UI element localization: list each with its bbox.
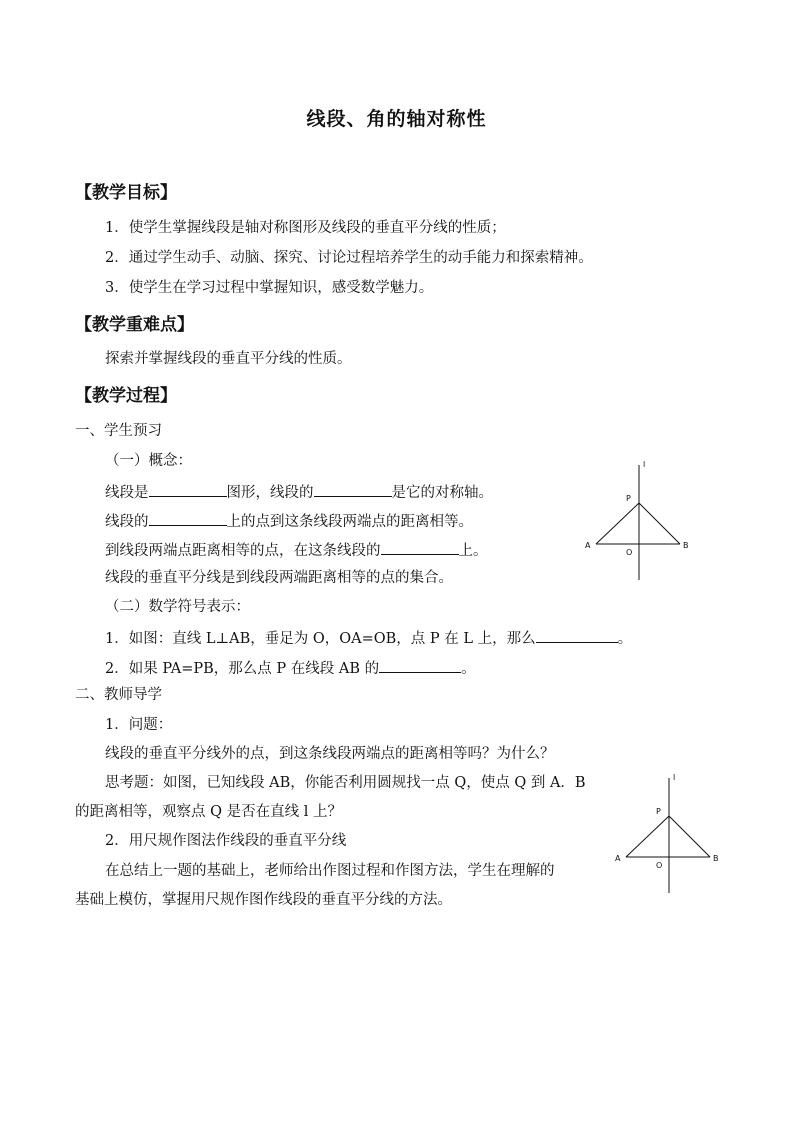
text: 上的点到这条线段两端点的距离相等。 (226, 514, 473, 530)
section-heading-process: 【教学过程】 (75, 386, 177, 406)
segment-pa (626, 816, 669, 857)
section-heading-goals: 【教学目标】 (75, 183, 177, 203)
label-b: B (713, 854, 719, 863)
text: 是它的对称轴。 (391, 485, 493, 501)
concept-line-2 (105, 510, 473, 532)
concept-line-1 (105, 481, 493, 503)
text: 线段的 (105, 514, 149, 530)
part1-title: 一、学生预习 (75, 423, 162, 439)
fill-blank[interactable] (381, 539, 459, 555)
label-a: A (585, 541, 591, 550)
part1-sub1: （一）概念： (105, 453, 192, 469)
label-l: l (643, 460, 646, 469)
page-title: 线段、角的轴对称性 (306, 108, 487, 130)
text: 上。 (458, 543, 488, 559)
goal-item: 3．使学生在学习过程中掌握知识，感受数学魅力。 (105, 280, 434, 296)
goal-item: 2．通过学生动手、动脑、探究、讨论过程培养学生的动手能力和探索精神。 (105, 250, 593, 266)
text: 线段是 (105, 485, 149, 501)
label-a: A (615, 854, 621, 863)
key-text: 探索并掌握线段的垂直平分线的性质。 (105, 351, 352, 367)
segment-pa (596, 503, 639, 544)
symbol-question-1 (105, 627, 632, 649)
label-o: O (626, 548, 633, 557)
fill-blank[interactable] (379, 657, 461, 673)
part2-sub2: 2．用尺规作图法作线段的垂直平分线 (105, 833, 347, 849)
segment-pb (639, 503, 680, 544)
part2-question: 线段的垂直平分线外的点，到这条线段两端点的距离相等吗？为什么？ (105, 746, 555, 762)
label-o: O (656, 861, 663, 870)
text: 2．如果 PA=PB，那么点 P 在线段 AB 的 (105, 661, 380, 677)
concept-line-3 (105, 539, 488, 561)
text: 图形，线段的 (226, 485, 314, 501)
section-heading-key: 【教学重难点】 (75, 315, 194, 335)
think-question-line-1: 思考题：如图，已知线段 AB，你能否利用圆规找一点 Q，使点 Q 到 A．B (105, 775, 586, 791)
text: 到线段两端点距离相等的点，在这条线段的 (105, 543, 381, 559)
label-b: B (683, 541, 689, 550)
part2-sub1: 1．问题： (105, 717, 173, 733)
fill-blank[interactable] (314, 481, 392, 497)
construction-desc-line-2: 基础上模仿，掌握用尺规作图作线段的垂直平分线的方法。 (75, 892, 452, 908)
text: 。 (461, 661, 476, 677)
construction-desc-line-1: 在总结上一题的基础上，老师给出作图过程和作图方法，学生在理解的 (105, 863, 555, 879)
fill-blank[interactable] (536, 627, 618, 643)
symbol-question-2 (105, 657, 476, 679)
concept-line-4: 线段的垂直平分线是到线段两端距离相等的点的集合。 (105, 570, 453, 586)
segment-pb (669, 816, 710, 857)
part1-sub2: （二）数学符号表示： (105, 599, 250, 615)
fill-blank[interactable] (149, 510, 227, 526)
part2-title: 二、教师导学 (75, 687, 162, 703)
label-p: P (626, 494, 631, 503)
label-p: P (656, 807, 661, 816)
fill-blank[interactable] (149, 481, 227, 497)
label-l: l (673, 773, 676, 782)
text: 。 (617, 631, 633, 647)
perpendicular-bisector-diagram-1 (580, 455, 700, 585)
text: 1．如图：直线 L⊥AB，垂足为 O，OA=OB，点 P 在 L 上，那么 (105, 631, 536, 647)
goal-item: 1．使学生掌握线段是轴对称图形及线段的垂直平分线的性质； (105, 220, 506, 236)
think-question-line-2: 的距离相等，观察点 Q 是否在直线 l 上？ (75, 804, 342, 820)
perpendicular-bisector-diagram-2 (610, 768, 730, 898)
